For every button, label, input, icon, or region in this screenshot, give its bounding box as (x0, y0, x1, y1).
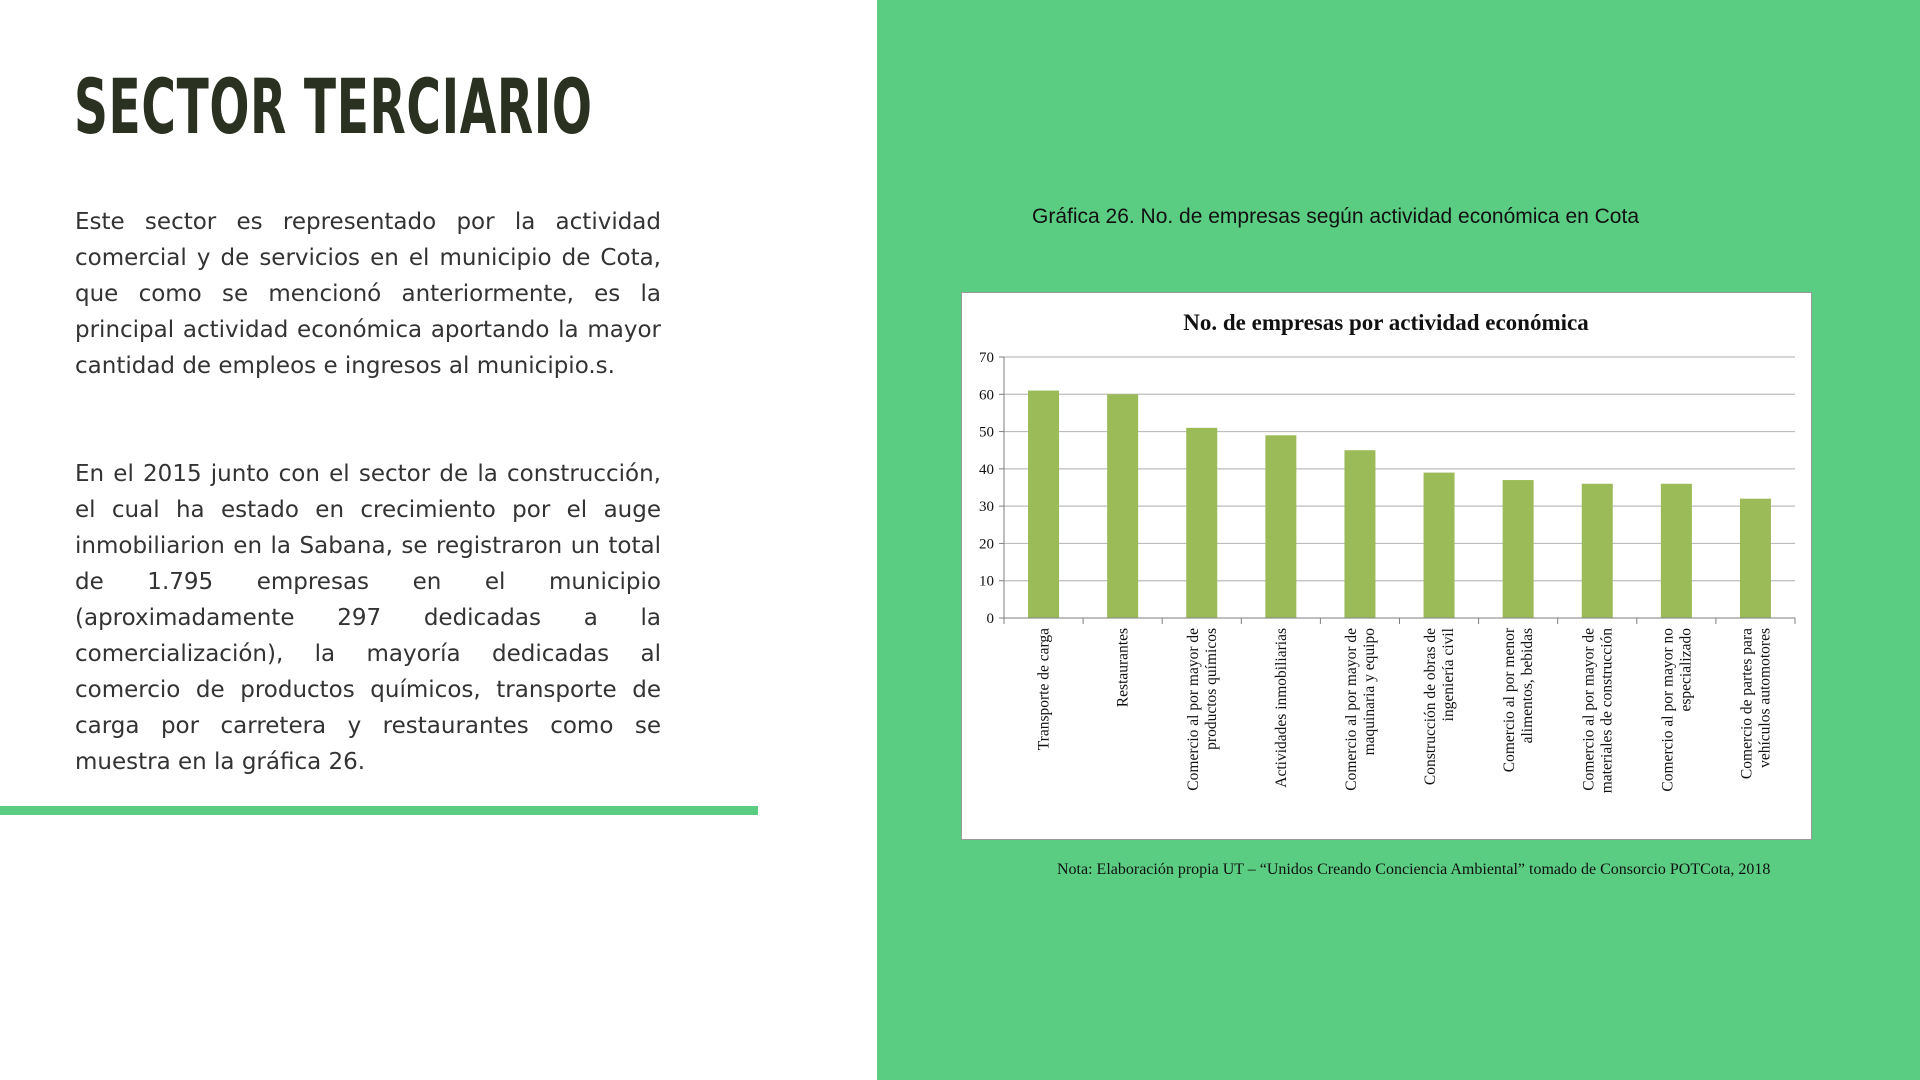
x-category-label: Comercio al por mayor de (1580, 628, 1598, 791)
chart-title: No. de empresas por actividad económica (1183, 310, 1589, 335)
x-category-label: vehículos automotores (1756, 628, 1774, 768)
x-category-label: productos químicos (1202, 628, 1220, 750)
bar (1424, 473, 1455, 618)
x-category-label: especializado (1677, 628, 1695, 712)
bar (1582, 484, 1613, 618)
y-tick-label: 20 (979, 536, 994, 553)
x-category-label: Comercio al por menor (1501, 628, 1519, 773)
y-tick-label: 30 (979, 499, 994, 516)
x-category-label: Comercio al por mayor de (1342, 628, 1360, 791)
x-category-label: maquinaria y equipo (1360, 628, 1378, 756)
x-category-label: Construcción de obras de (1422, 628, 1440, 786)
accent-divider (0, 806, 758, 815)
y-tick-label: 60 (979, 387, 994, 404)
x-category-label: alimentos, bebidas (1519, 628, 1537, 744)
paragraph-2: En el 2015 junto con el sector de la construcción, el cual ha estado en crecimiento por el auge inmobiliarion en la Sabana, se registraron un total de 1.795 empresas en el municipio (aproximadamente 297 dedicadas a la comercialización), la mayoría dedicadas al comercio de productos químicos, transporte de carga por carretera y restaurantes como se muestra en la gráfica 26. (75, 461, 661, 775)
y-tick-label: 70 (979, 350, 994, 366)
slide-title: SECTOR TERCIARIO (74, 62, 593, 151)
bar (1503, 480, 1534, 618)
bar (1028, 391, 1059, 618)
x-category-label: Comercio de partes para (1738, 628, 1756, 780)
x-category-label: Comercio al por mayor de (1184, 628, 1202, 791)
x-category-label: Transporte de carga (1035, 628, 1053, 751)
figure-caption: Gráfica 26. No. de empresas según actividad económica en Cota (1032, 205, 1640, 228)
bar (1186, 428, 1217, 618)
x-category-label: Restaurantes (1114, 628, 1132, 708)
x-category-label: Comercio al por mayor no (1659, 628, 1677, 792)
bar (1344, 450, 1375, 618)
y-tick-label: 50 (979, 424, 994, 441)
y-tick-label: 0 (986, 611, 994, 627)
x-category-label: materiales de construcción (1598, 628, 1616, 794)
figure-note: Nota: Elaboración propia UT – “Unidos Creando Conciencia Ambiental” tomado de Consorcio POTCota, 2018 (1057, 861, 1771, 878)
bar (1740, 499, 1771, 618)
y-tick-label: 10 (979, 573, 994, 590)
bar (1107, 394, 1138, 618)
chart-container (961, 292, 1812, 840)
x-category-label: ingeniería civil (1440, 628, 1458, 722)
y-tick-label: 40 (979, 461, 994, 478)
bar (1265, 435, 1296, 618)
text-panel (0, 0, 877, 1080)
x-category-label: Actividades inmobiliarias (1272, 628, 1290, 788)
bar-chart (962, 293, 1811, 839)
bar (1661, 484, 1692, 618)
paragraph-1: Este sector es representado por la actividad comercial y de servicios en el municipio de Cota, que como se mencionó anteriormente, es la principal actividad económica aportando la mayor cantidad de empleos e ingresos al municipio.s. (75, 209, 661, 379)
